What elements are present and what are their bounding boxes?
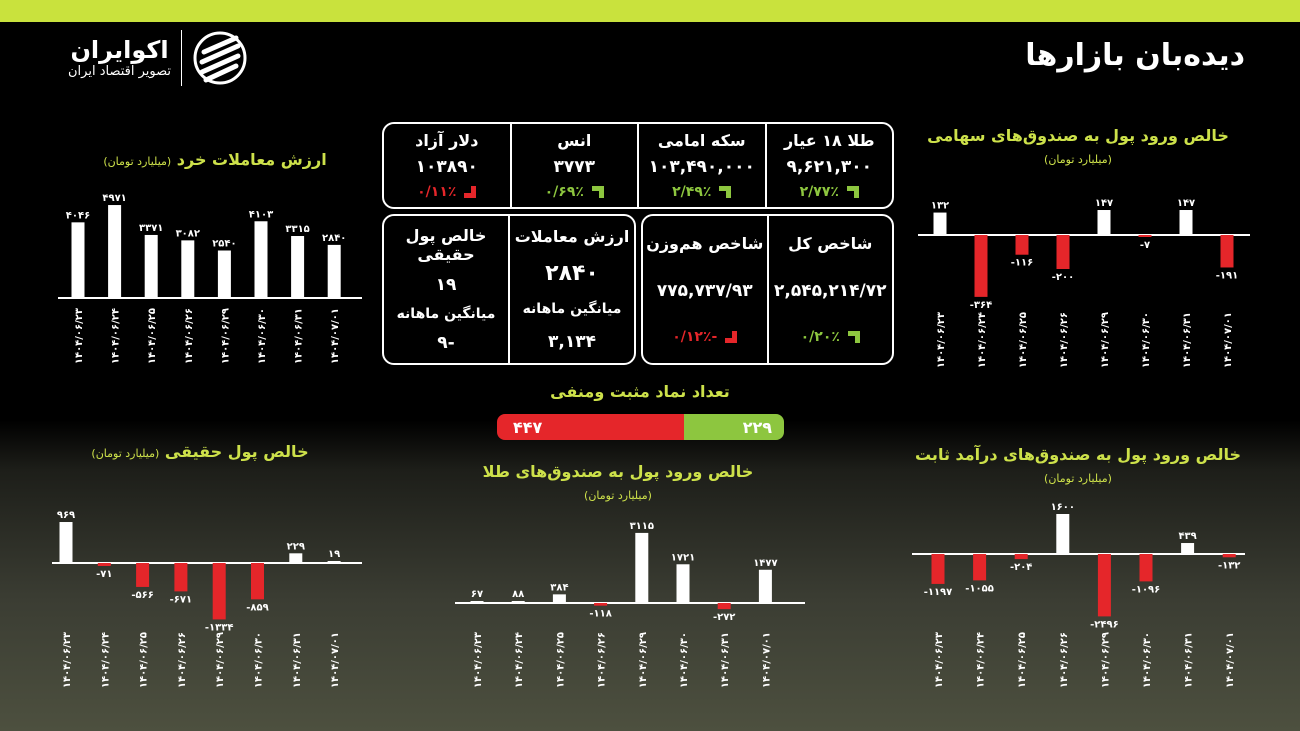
- index-change: -۰/۱۲٪: [672, 329, 737, 345]
- chart-gold-date-label: ۱۴۰۴/۰۶/۲۶: [596, 632, 608, 689]
- chart-fixed-income-date-label: ۱۴۰۴/۰۶/۲۳: [934, 632, 945, 689]
- chart-gold-bar: [594, 603, 607, 606]
- chart-equity-value-label: ۱۳۲: [930, 200, 950, 212]
- chart-fixed-income-date-label: ۱۴۰۴/۰۶/۳۱: [1183, 632, 1195, 689]
- chart-gold-date-label: ۱۴۰۴/۰۷/۰۱: [761, 632, 773, 689]
- chart-fixed-income-bar: [1056, 514, 1069, 554]
- chart-fixed-income-date-label: ۱۴۰۴/۰۶/۲۴: [975, 632, 987, 689]
- chart-gold-date-label: ۱۴۰۴/۰۶/۳۱: [720, 632, 732, 689]
- chart-real-money-value-label: -۱۳۳۴: [204, 622, 234, 634]
- price-change: ۰/۶۹٪: [545, 184, 604, 200]
- chart-fixed-income-bar: [1181, 543, 1194, 554]
- chart-equity-value-label: ۱۴۷: [1176, 198, 1196, 210]
- chart-real-money-date-label: ۱۴۰۴/۰۶/۲۴: [100, 632, 112, 689]
- chart-real-money-value-label: ۱۹: [327, 549, 341, 560]
- chart-fixed-income-bar: [973, 554, 986, 580]
- positive-count: ۲۲۹: [684, 414, 784, 440]
- chart-fixed-income-bar: [1223, 554, 1236, 557]
- chart-real-money-bar: [98, 563, 111, 566]
- chart-retail-date-label: ۱۴۰۴/۰۶/۲۵: [147, 308, 159, 365]
- chart-real-money-date-label: ۱۴۰۴/۰۶/۲۵: [138, 632, 150, 689]
- chart-fixed-income-date-label: ۱۴۰۴/۰۶/۲۹: [1100, 632, 1112, 689]
- index-value: ۷۷۵,۷۳۷/۹۳: [656, 281, 753, 301]
- negative-count: ۴۴۷: [497, 414, 684, 440]
- price-label: طلا ۱۸ عیار: [783, 131, 875, 151]
- chart-fixed-income-value-label: -۲۴۹۶: [1090, 619, 1119, 631]
- chart-retail-bar: [181, 240, 194, 298]
- chart-equity-bar: [1098, 210, 1111, 235]
- chart-equity-date-label: ۱۴۰۴/۰۶/۲۴: [977, 312, 988, 369]
- chart-retail-value-label: ۴۰۴۶: [65, 210, 91, 222]
- chart-gold-value-label: ۳۱۱۵: [629, 520, 655, 532]
- chart-fixed-income-unit: (میلیارد تومان): [1044, 472, 1112, 485]
- index-value: ۲,۵۴۵,۲۱۴/۷۲: [774, 281, 887, 301]
- chart-equity-bar: [1016, 235, 1029, 255]
- chart-retail-date-label: ۱۴۰۴/۰۶/۲۹: [220, 308, 232, 365]
- chart-equity-date-label: ۱۴۰۴/۰۶/۲۳: [936, 312, 947, 369]
- chart-real-money-value-label: -۸۵۹: [246, 602, 269, 614]
- chart-retail-date-label: ۱۴۰۴/۰۶/۲۴: [110, 308, 122, 365]
- chart-fixed-income-bar: [1015, 554, 1028, 559]
- chart-retail-bar: [328, 245, 341, 298]
- price-label: انس: [557, 131, 592, 151]
- price-change: ۲/۷۷٪: [800, 184, 859, 200]
- index-label: شاخص کل: [788, 234, 873, 253]
- price-value: ۱۰۳۸۹۰: [415, 156, 478, 177]
- chart-real-money-date-label: ۱۴۰۴/۰۶/۳۱: [291, 632, 303, 689]
- chart-retail-title: ارزش معاملات خرد (میلیارد تومان): [103, 150, 327, 169]
- chart-equity-date-label: ۱۴۰۴/۰۶/۲۹: [1100, 312, 1111, 369]
- chart-gold-unit: (میلیارد تومان): [584, 489, 652, 502]
- monthly-avg-value: ۳,۱۳۴: [548, 331, 596, 352]
- chart-retail-bar: [108, 205, 121, 298]
- chart-real-money-bar: [174, 563, 187, 591]
- price-label: سکه امامی: [657, 131, 746, 151]
- chart-gold-date-label: ۱۴۰۴/۰۶/۲۹: [637, 632, 649, 689]
- market-label: ارزش معاملات: [514, 227, 630, 247]
- chart-fixed-income-value-label: -۱۳۲: [1217, 560, 1241, 572]
- chart-real-money-bar: [251, 563, 264, 599]
- chart-equity-bar: [975, 235, 988, 297]
- chart-fixed-income-bar: [932, 554, 945, 584]
- chart-real-money-value-label: ۲۲۹: [286, 541, 305, 553]
- chart-fixed-income-date-label: ۱۴۰۴/۰۶/۳۰: [1142, 632, 1153, 689]
- chart-equity-date-label: ۱۴۰۴/۰۶/۲۶: [1059, 312, 1070, 369]
- chart-equity-value-label: -۲۰۰: [1051, 272, 1075, 283]
- index-label: شاخص هم‌وزن: [646, 234, 764, 253]
- chart-gold-bar: [677, 564, 690, 603]
- chart-equity-date-label: ۱۴۰۴/۰۷/۰۱: [1223, 312, 1234, 369]
- price-value: ۳۷۷۳: [553, 156, 596, 177]
- chart-retail-value-label: ۳۳۷۱: [138, 222, 164, 234]
- chart-equity-bar: [1221, 235, 1234, 267]
- logo-subtitle: تصویر اقتصاد ایران: [68, 64, 171, 79]
- chart-real-money-bar: [60, 522, 73, 563]
- chart-equity-date-label: ۱۴۰۴/۰۶/۳۱: [1182, 312, 1193, 369]
- chart-real-money-bar: [136, 563, 149, 587]
- chart-gold-bar: [471, 601, 484, 603]
- page-title: دیده‌بان بازارها: [1025, 38, 1245, 73]
- chart-real-money-bar: [328, 561, 341, 563]
- monthly-avg-label: میانگین ماهانه: [396, 306, 496, 323]
- chart-real-money-date-label: ۱۴۰۴/۰۶/۲۹: [215, 632, 227, 689]
- chart-retail-date-label: ۱۴۰۴/۰۶/۳۰: [257, 308, 268, 365]
- chart-retail-bar: [145, 235, 158, 298]
- price-value: ۱۰۳,۴۹۰,۰۰۰: [648, 156, 755, 177]
- chart-retail-bar: [218, 251, 231, 298]
- logo-name: اکوایران: [70, 36, 169, 64]
- chart-gold-bar: [635, 533, 648, 603]
- chart-gold-date-label: ۱۴۰۴/۰۶/۲۴: [514, 632, 526, 689]
- index-change: ۰/۲۰٪: [801, 329, 860, 345]
- chart-retail-bar: [72, 222, 85, 298]
- chart-gold-bar: [512, 601, 525, 603]
- monthly-avg-value: -۹: [437, 333, 455, 354]
- chart-retail-date-label: ۱۴۰۴/۰۶/۲۶: [183, 308, 195, 365]
- chart-fixed-income-date-label: ۱۴۰۴/۰۶/۲۶: [1058, 632, 1070, 689]
- chart-equity-bar: [934, 213, 947, 235]
- chart-equity-value-label: -۷: [1139, 240, 1151, 251]
- chart-retail-value-label: ۲۵۴۰: [212, 238, 237, 250]
- chart-retail-date-label: ۱۴۰۴/۰۶/۳۱: [293, 308, 305, 365]
- chart-equity-bar: [1057, 235, 1070, 269]
- chart-real-money-date-label: ۱۴۰۴/۰۶/۲۳: [62, 632, 73, 689]
- chart-real-money-bar: [213, 563, 226, 619]
- price-value: ۹,۶۲۱,۳۰۰: [786, 156, 873, 177]
- chart-fixed-income-title: خالص ورود پول به صندوق‌های درآمد ثابت: [914, 445, 1242, 464]
- chart-equity-unit: (میلیارد تومان): [1044, 153, 1112, 166]
- chart-real-money-value-label: ۹۶۹: [56, 510, 76, 522]
- chart-real-money-value-label: -۵۶۶: [131, 589, 154, 601]
- price-change: ۰/۱۱٪: [417, 184, 476, 200]
- monthly-avg-label: میانگین ماهانه: [522, 300, 622, 317]
- chart-gold-bar: [718, 603, 731, 609]
- chart-equity-bar: [1180, 210, 1193, 235]
- chart-real-money-value-label: -۷۱: [96, 569, 113, 581]
- chart-real-money-title: خالص پول حقیقی (میلیارد تومان): [91, 442, 309, 461]
- chart-equity-date-label: ۱۴۰۴/۰۶/۳۰: [1141, 312, 1152, 369]
- chart-fixed-income-value-label: -۱۰۵۵: [965, 583, 994, 595]
- chart-retail-value-label: ۴۹۷۱: [102, 193, 127, 205]
- chart-equity-bar: [1139, 235, 1152, 237]
- chart-fixed-income-value-label: -۱۰۹۶: [1131, 584, 1161, 596]
- chart-gold-date-label: ۱۴۰۴/۰۶/۳۰: [679, 632, 690, 689]
- market-label: خالص پول حقیقی: [405, 225, 487, 264]
- chart-retail-value-label: ۳۳۱۵: [285, 224, 310, 236]
- chart-equity-title: خالص ورود پول به صندوق‌های سهامی: [927, 126, 1229, 145]
- chart-gold-bar: [553, 594, 566, 603]
- chart-retail-date-label: ۱۴۰۴/۰۶/۲۳: [74, 308, 85, 365]
- chart-real-money-value-label: -۶۷۱: [169, 594, 193, 606]
- chart-gold-value-label: ۸۸: [512, 589, 525, 600]
- chart-fixed-income-value-label: -۲۰۴: [1009, 562, 1033, 574]
- chart-gold-bar: [759, 570, 772, 603]
- chart-equity-date-label: ۱۴۰۴/۰۶/۲۵: [1018, 312, 1029, 369]
- chart-equity-value-label: -۱۹۱: [1215, 270, 1239, 282]
- chart-gold-value-label: -۱۱۸: [589, 608, 612, 620]
- chart-fixed-income-value-label: -۱۱۹۷: [923, 586, 953, 598]
- chart-retail-date-label: ۱۴۰۴/۰۷/۰۱: [330, 308, 342, 365]
- chart-retail-bar: [255, 221, 268, 298]
- chart-real-money-date-label: ۱۴۰۴/۰۶/۳۰: [253, 632, 265, 689]
- market-value: ۱۹: [435, 274, 457, 295]
- chart-gold-value-label: ۳۸۴: [550, 582, 569, 594]
- chart-real-money-date-label: ۱۴۰۴/۰۷/۰۱: [330, 632, 342, 689]
- chart-gold-value-label: ۱۴۷۷: [753, 557, 778, 569]
- chart-retail-value-label: ۲۸۴۰: [321, 232, 347, 244]
- chart-equity-value-label: ۱۴۷: [1094, 198, 1114, 210]
- chart-fixed-income-bar: [1140, 554, 1153, 581]
- chart-fixed-income-value-label: ۴۳۹: [1178, 531, 1197, 543]
- chart-gold-value-label: -۲۷۲: [712, 612, 736, 624]
- chart-equity-value-label: -۳۶۴: [969, 299, 993, 311]
- price-change: ۲/۴۹٪: [672, 184, 731, 200]
- chart-gold-value-label: ۱۷۲۱: [670, 552, 696, 564]
- chart-gold-value-label: ۶۷: [470, 589, 484, 600]
- chart-gold-date-label: ۱۴۰۴/۰۶/۲۳: [473, 632, 484, 689]
- chart-real-money-bar: [289, 553, 302, 563]
- pos-neg-title: تعداد نماد مثبت ومنفی: [550, 382, 730, 401]
- chart-gold-title: خالص ورود پول به صندوق‌های طلا: [482, 462, 754, 481]
- chart-real-money-date-label: ۱۴۰۴/۰۶/۲۶: [176, 632, 188, 689]
- chart-fixed-income-bar: [1098, 554, 1111, 616]
- chart-retail-value-label: ۴۱۰۳: [248, 209, 274, 221]
- chart-fixed-income-date-label: ۱۴۰۴/۰۶/۲۵: [1017, 632, 1029, 689]
- price-label: دلار آزاد: [415, 131, 479, 151]
- chart-gold-date-label: ۱۴۰۴/۰۶/۲۵: [555, 632, 567, 689]
- chart-retail-bar: [291, 236, 304, 298]
- chart-equity-value-label: -۱۱۶: [1010, 257, 1034, 269]
- chart-fixed-income-value-label: ۱۶۰۰: [1050, 502, 1076, 513]
- market-value: ۲۸۴۰: [545, 261, 599, 287]
- chart-retail-value-label: ۳۰۸۲: [175, 228, 201, 240]
- chart-fixed-income-date-label: ۱۴۰۴/۰۷/۰۱: [1225, 632, 1237, 689]
